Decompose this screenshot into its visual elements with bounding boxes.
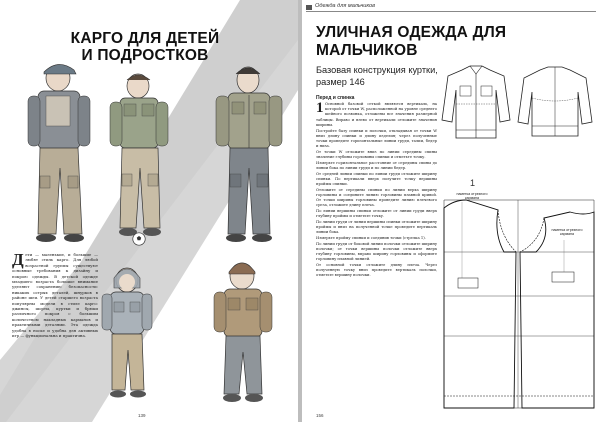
right-title-line-1: УЛИЧНАЯ ОДЕЖДА ДЛЯ (316, 24, 507, 41)
note-pocket-front: наметка отрезного кармана (551, 228, 583, 237)
figure-number: 1 (470, 178, 476, 188)
left-title-line-1: КАРГО ДЛЯ ДЕТЕЙ (70, 30, 220, 47)
illustration-small-child-knit-hat (212, 256, 274, 406)
illustration-teen-with-cap (18, 58, 96, 246)
section-heading: Перед и спинка (316, 95, 355, 101)
right-page-subtitle (316, 64, 438, 88)
jacket-flat-sketch-back (516, 64, 594, 149)
left-dropcap: Д (12, 250, 24, 269)
left-title-line-2: И ПОДРОСТКОВ (81, 47, 209, 64)
paragraph: По линии вершины спинки отложите от линии груди вверх глубину проймы и отметьте точку. (316, 208, 437, 218)
right-page-title (316, 24, 506, 60)
left-intro-text (12, 252, 98, 339)
soccer-ball-icon (132, 232, 146, 246)
paragraph: От основной точки отложите длину плеча. Через полученную точку вниз проведите вертикаль полочки, отметьте вершину полочки. (316, 262, 437, 278)
paragraph (316, 102, 437, 128)
paragraph: Отложите от середины спинки по линии верха ширину горловины и соедините линию горловины плавной кривой. От точки ширины горловины проведите линию плечевого среза, отложите длину плеча. (316, 187, 437, 208)
illustration-teen-in-jacket (208, 62, 286, 248)
paragraph: Измерьте горизонтальное расстояние от середины спины до линии бока по линии груди и по линии бедер. (316, 160, 437, 170)
jacket-flat-sketch-front (440, 64, 512, 149)
paragraph-text: Основной базовой сеткой являются вертикаль, на которой от точки W, расположенной на уровне среднего шейного позвонка, отложены все значения размерной таблицы. Вправо и влево от вертикали отложите значения ширины. (316, 102, 437, 127)
paragraph: По линии груди от боковой линии полочки отложите ширину полочки; от точки вершины полочки отложите вверх глубину горловины, вправо ширину горловины и оформите горловину плавной линией. (316, 241, 437, 262)
running-header: Одежда для мальчиков (315, 3, 376, 9)
right-page-number: 156 (316, 413, 324, 418)
header-square-marker (306, 5, 312, 10)
paragraph: Постройте базу спинки и полочки, откладывая от точки W вниз длину спинки и длину изделия; через полученные точки проведите горизонтальные линии груди, талии, бедер и низа. (316, 128, 437, 148)
note-pocket-back: наметка отрезного кармана (456, 192, 488, 201)
paragraph: Измерьте пройму спинки и соединив точки (стрелка 1). (316, 235, 426, 240)
subtitle-line-1: Базовая конструкция куртки, (316, 65, 438, 75)
paragraph: По линии груди от линии вершины спинки отложите ширину проймы и вниз на полученной точке проведите вертикаль линии бока. (316, 219, 437, 235)
left-intro-body: ети — маленькие, и большие — любят стиль карго. Для любой возрастной группы существуют основные требования к дизайну и покрою одежды. В детской одежде младшего возраста большое внимание уделяют сохранению безопасности: никаких острых деталей, шнурков в районе шеи. У детей старшего возраста популярны модели в стиле карго: джинсы, шорты, куртки и брюки различного покроя с большим количеством накладных карманов и практичными деталями. Эта одежда удобна в носке и удобна для активных игр — функциональна и практична. (12, 252, 98, 339)
paragraph: От средней линии спинки по линии груди отложите ширину спинки. По вертикали вверх получите точку вершины проймы спинки. (316, 171, 437, 186)
subtitle-line-2: размер 146 (316, 77, 365, 87)
right-page (302, 0, 600, 422)
instructions-body (316, 96, 437, 279)
illustration-teen-with-backpack (102, 70, 172, 240)
left-page (0, 0, 298, 422)
left-page-number: 139 (138, 413, 146, 418)
right-title-line-2: МАЛЬЧИКОВ (316, 42, 418, 59)
illustration-small-child-hooded (100, 262, 154, 402)
right-dropcap: 1 (316, 100, 324, 117)
pattern-draft-diagram (440, 186, 598, 417)
paragraph: От точки W отложите вниз по линии середины спины значение глубины горловины спинки и отметьте точку. (316, 149, 437, 159)
